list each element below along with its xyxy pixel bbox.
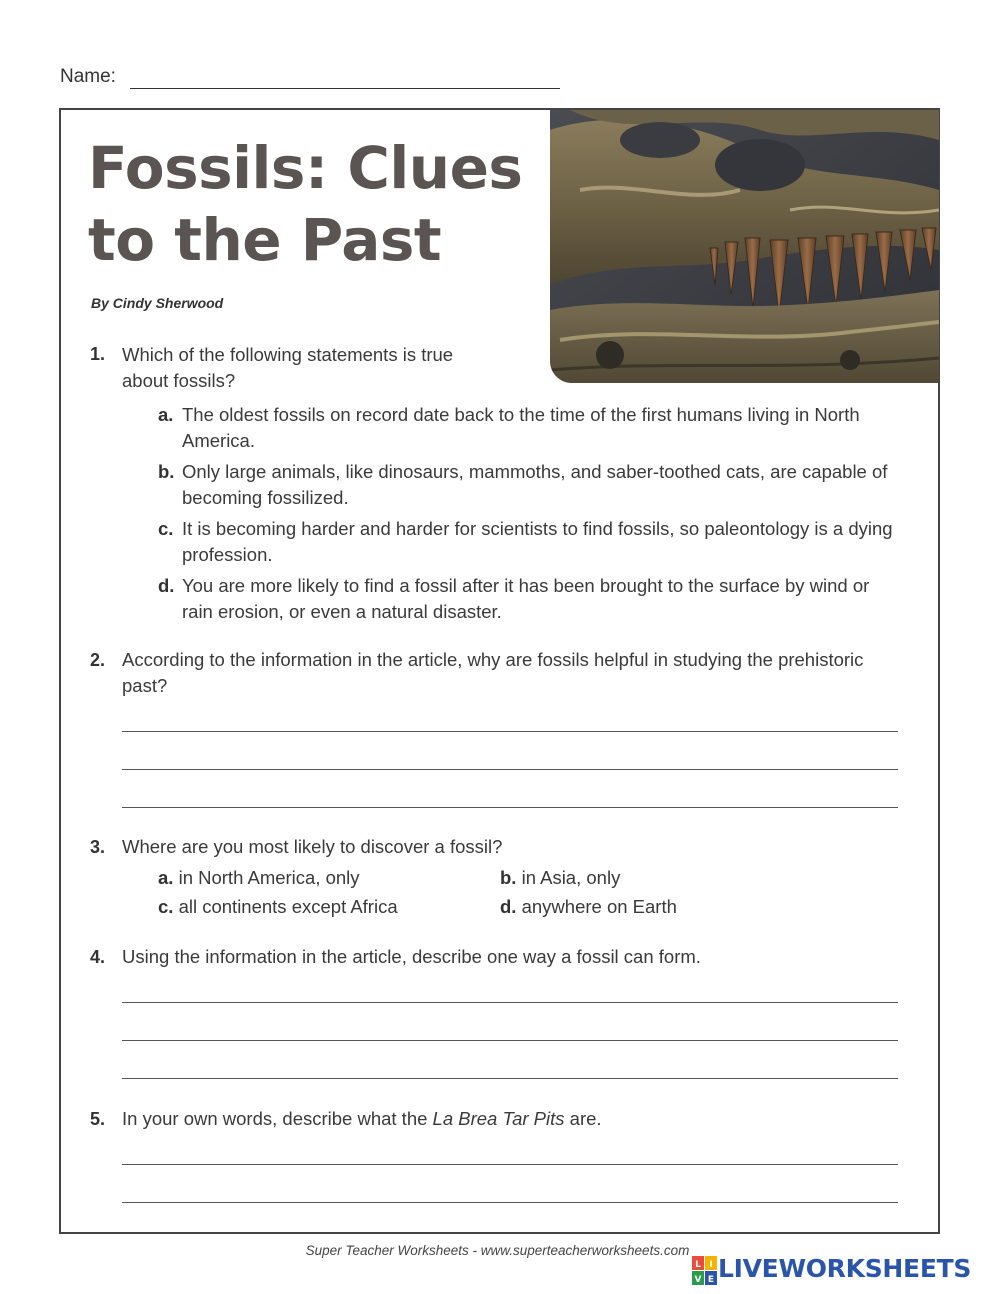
answer-line-q2-3[interactable] bbox=[122, 807, 898, 808]
option-text: Only large animals, like dinosaurs, mammoths, and saber-toothed cats, are capable of becoming fossilized. bbox=[182, 461, 888, 508]
question-3-option-b[interactable] bbox=[500, 867, 620, 889]
svg-text:I: I bbox=[709, 1260, 713, 1270]
option-text: The oldest fossils on record date back to the time of the first humans living in North America. bbox=[182, 404, 860, 451]
question-3-number: 3. bbox=[90, 837, 106, 857]
question-1-line-2: about fossils? bbox=[122, 370, 236, 391]
question-3-option-c[interactable] bbox=[158, 896, 398, 918]
question-1-line-1: Which of the following statements is true bbox=[122, 344, 454, 365]
option-text: in Asia, only bbox=[521, 867, 621, 888]
answer-line-q5-2[interactable] bbox=[122, 1202, 898, 1203]
question-2-text: According to the information in the article, why are fossils helpful in studying the prehistoric past? bbox=[122, 649, 864, 696]
option-text: all continents except Africa bbox=[178, 896, 398, 917]
option-letter: a. bbox=[158, 867, 174, 888]
option-letter: d. bbox=[500, 896, 517, 917]
question-3-option-d[interactable] bbox=[500, 896, 677, 918]
answer-line-q4-2[interactable] bbox=[122, 1040, 898, 1041]
question-1-text bbox=[122, 342, 532, 394]
option-letter: d. bbox=[158, 575, 175, 596]
question-5-text-after: are. bbox=[564, 1108, 602, 1129]
question-5-number: 5. bbox=[90, 1109, 106, 1129]
option-text: in North America, only bbox=[178, 867, 360, 888]
question-1-number: 1. bbox=[90, 344, 106, 364]
question-4-number: 4. bbox=[90, 947, 106, 967]
title-line-1: Fossils: Clues bbox=[88, 134, 523, 202]
dinosaur-skull-image bbox=[550, 110, 939, 383]
worksheet-title bbox=[88, 132, 548, 276]
byline: By Cindy Sherwood bbox=[91, 295, 224, 311]
question-1-option-a[interactable] bbox=[158, 402, 903, 454]
question-1-option-c[interactable] bbox=[158, 516, 903, 568]
question-1-option-b[interactable] bbox=[158, 459, 903, 511]
answer-line-q2-2[interactable] bbox=[122, 769, 898, 770]
svg-text:V: V bbox=[694, 1275, 702, 1285]
question-4-text: Using the information in the article, describe one way a fossil can form. bbox=[122, 946, 701, 967]
answer-line-q4-3[interactable] bbox=[122, 1078, 898, 1079]
answer-line-q4-1[interactable] bbox=[122, 1002, 898, 1003]
svg-text:E: E bbox=[707, 1275, 715, 1285]
question-2-number: 2. bbox=[90, 650, 106, 670]
option-letter: b. bbox=[158, 461, 175, 482]
liveworksheets-watermark[interactable]: LIVEWORKSHEETS bbox=[718, 1254, 972, 1283]
answer-line-q2-1[interactable] bbox=[122, 731, 898, 732]
option-text: anywhere on Earth bbox=[521, 896, 677, 917]
question-1-option-d[interactable] bbox=[158, 573, 903, 625]
question-5-text-before: In your own words, describe what the bbox=[122, 1108, 433, 1129]
option-text: It is becoming harder and harder for scientists to find fossils, so paleontology is a dying profession. bbox=[182, 518, 893, 565]
name-input-line[interactable] bbox=[130, 88, 560, 89]
answer-line-q5-1[interactable] bbox=[122, 1164, 898, 1165]
question-3-option-a[interactable] bbox=[158, 867, 360, 889]
footer-credit: Super Teacher Worksheets - www.superteacherworksheets.com bbox=[305, 1243, 690, 1258]
option-letter: a. bbox=[158, 404, 174, 425]
question-5-text-italic: La Brea Tar Pits bbox=[432, 1108, 565, 1129]
title-line-2: to the Past bbox=[88, 206, 442, 274]
option-letter: c. bbox=[158, 896, 174, 917]
liveworksheets-logo-icon bbox=[692, 1256, 718, 1286]
question-3-text: Where are you most likely to discover a fossil? bbox=[122, 836, 503, 857]
option-letter: b. bbox=[500, 867, 517, 888]
svg-text:L: L bbox=[695, 1260, 701, 1270]
option-text: You are more likely to find a fossil after it has been brought to the surface by wind or rain erosion, or even a natural disaster. bbox=[182, 575, 870, 622]
question-5-text bbox=[122, 1106, 892, 1132]
name-label: Name: bbox=[60, 66, 116, 87]
option-letter: c. bbox=[158, 518, 174, 539]
